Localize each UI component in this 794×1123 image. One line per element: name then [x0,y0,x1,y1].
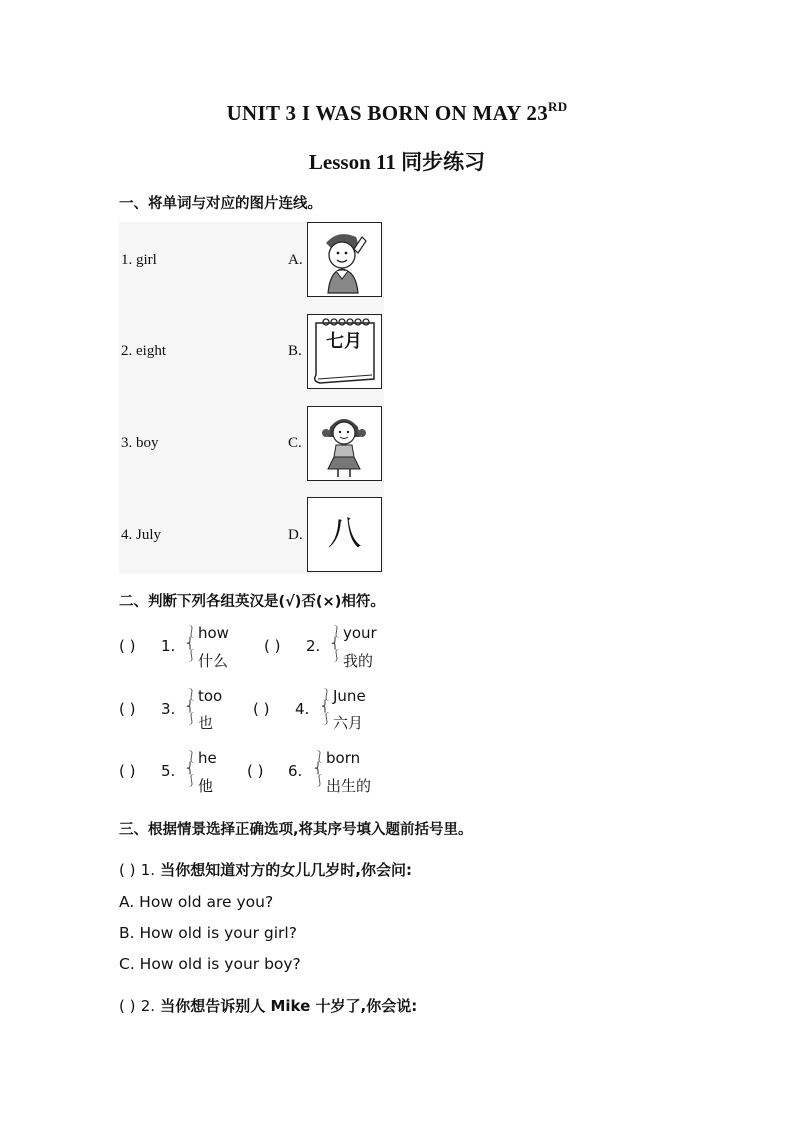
option-c-label: C. [288,435,302,451]
question-2-text: 当你想告诉别人 Mike 十岁了,你会说: [160,997,418,1015]
option-b: B. How old is your girl? [119,924,297,942]
option-a: A. How old are you? [119,893,274,911]
answer-blank-1[interactable]: ( ) [119,637,136,655]
item-zh-3: 也 [198,714,214,732]
answer-blank-3[interactable]: ( ) [119,700,136,718]
unit-title-superscript: RD [548,99,568,114]
section2-heading: 二、判断下列各组英汉是(√)否(×)相符。 [119,594,385,610]
image-girl [307,406,382,481]
item-number-5: 5. [161,762,176,780]
question-1-number: 1. [140,861,156,879]
lesson-title: Lesson 11 同步练习 [308,150,486,174]
brace-1: ⎱ ⎨ ⎰ [186,625,197,662]
item-zh-1: 什么 [198,652,229,670]
item-number-2: 2. [306,637,321,655]
calendar-month-text: 七月 [326,331,362,352]
word-july: 4. July [121,527,162,543]
answer-blank-2[interactable]: ( ) [264,637,281,655]
girl-icon [308,407,380,479]
question-2 [119,995,417,1016]
eight-character: 八 [327,514,362,554]
item-number-3: 3. [161,700,176,718]
image-calendar [307,314,382,389]
option-a-label: A. [288,252,303,268]
brace-6: ⎱ ⎨ ⎰ [314,750,325,787]
option-c: C. How old is your boy? [119,955,301,973]
brace-2: ⎱ ⎨ ⎰ [331,625,342,662]
item-zh-5: 他 [198,777,214,795]
option-b-label: B. [288,343,302,359]
item-en-4: June [333,687,366,705]
question-2-number: 2. [140,997,156,1015]
word-girl: 1. girl [121,252,157,268]
question-1-text: 当你想知道对方的女儿几岁时,你会问: [160,861,412,879]
brace-5: ⎱ ⎨ ⎰ [186,750,197,787]
question-1 [119,859,412,880]
image-boy-saluting [307,222,382,297]
item-en-6: born [326,749,361,767]
brace-3: ⎱ ⎨ ⎰ [186,688,197,725]
answer-blank-6[interactable]: ( ) [247,762,264,780]
brace-4: ⎱ ⎨ ⎰ [321,688,332,725]
word-eight: 2. eight [121,343,166,359]
item-number-1: 1. [161,637,176,655]
item-number-6: 6. [288,762,303,780]
answer-blank-4[interactable]: ( ) [253,700,270,718]
section3-heading: 三、根据情景选择正确选项,将其序号填入题前括号里。 [119,822,473,838]
boy-saluting-icon [308,223,380,295]
answer-blank-q2[interactable]: ( ) [119,997,136,1015]
item-zh-2: 我的 [343,652,374,670]
unit-title: UNIT 3 I WAS BORN ON MAY 23RD [226,99,568,125]
word-boy: 3. boy [121,435,159,451]
item-zh-6: 出生的 [326,777,372,795]
answer-blank-5[interactable]: ( ) [119,762,136,780]
section1-heading: 一、将单词与对应的图片连线。 [119,196,322,212]
item-en-1: how [198,624,229,642]
option-d-label: D. [288,527,303,543]
image-eight [307,497,382,572]
item-en-5: he [198,749,217,767]
item-number-4: 4. [295,700,310,718]
item-en-3: too [198,687,223,705]
item-en-2: your [343,624,377,642]
answer-blank-q1[interactable]: ( ) [119,861,136,879]
item-zh-4: 六月 [333,714,364,732]
